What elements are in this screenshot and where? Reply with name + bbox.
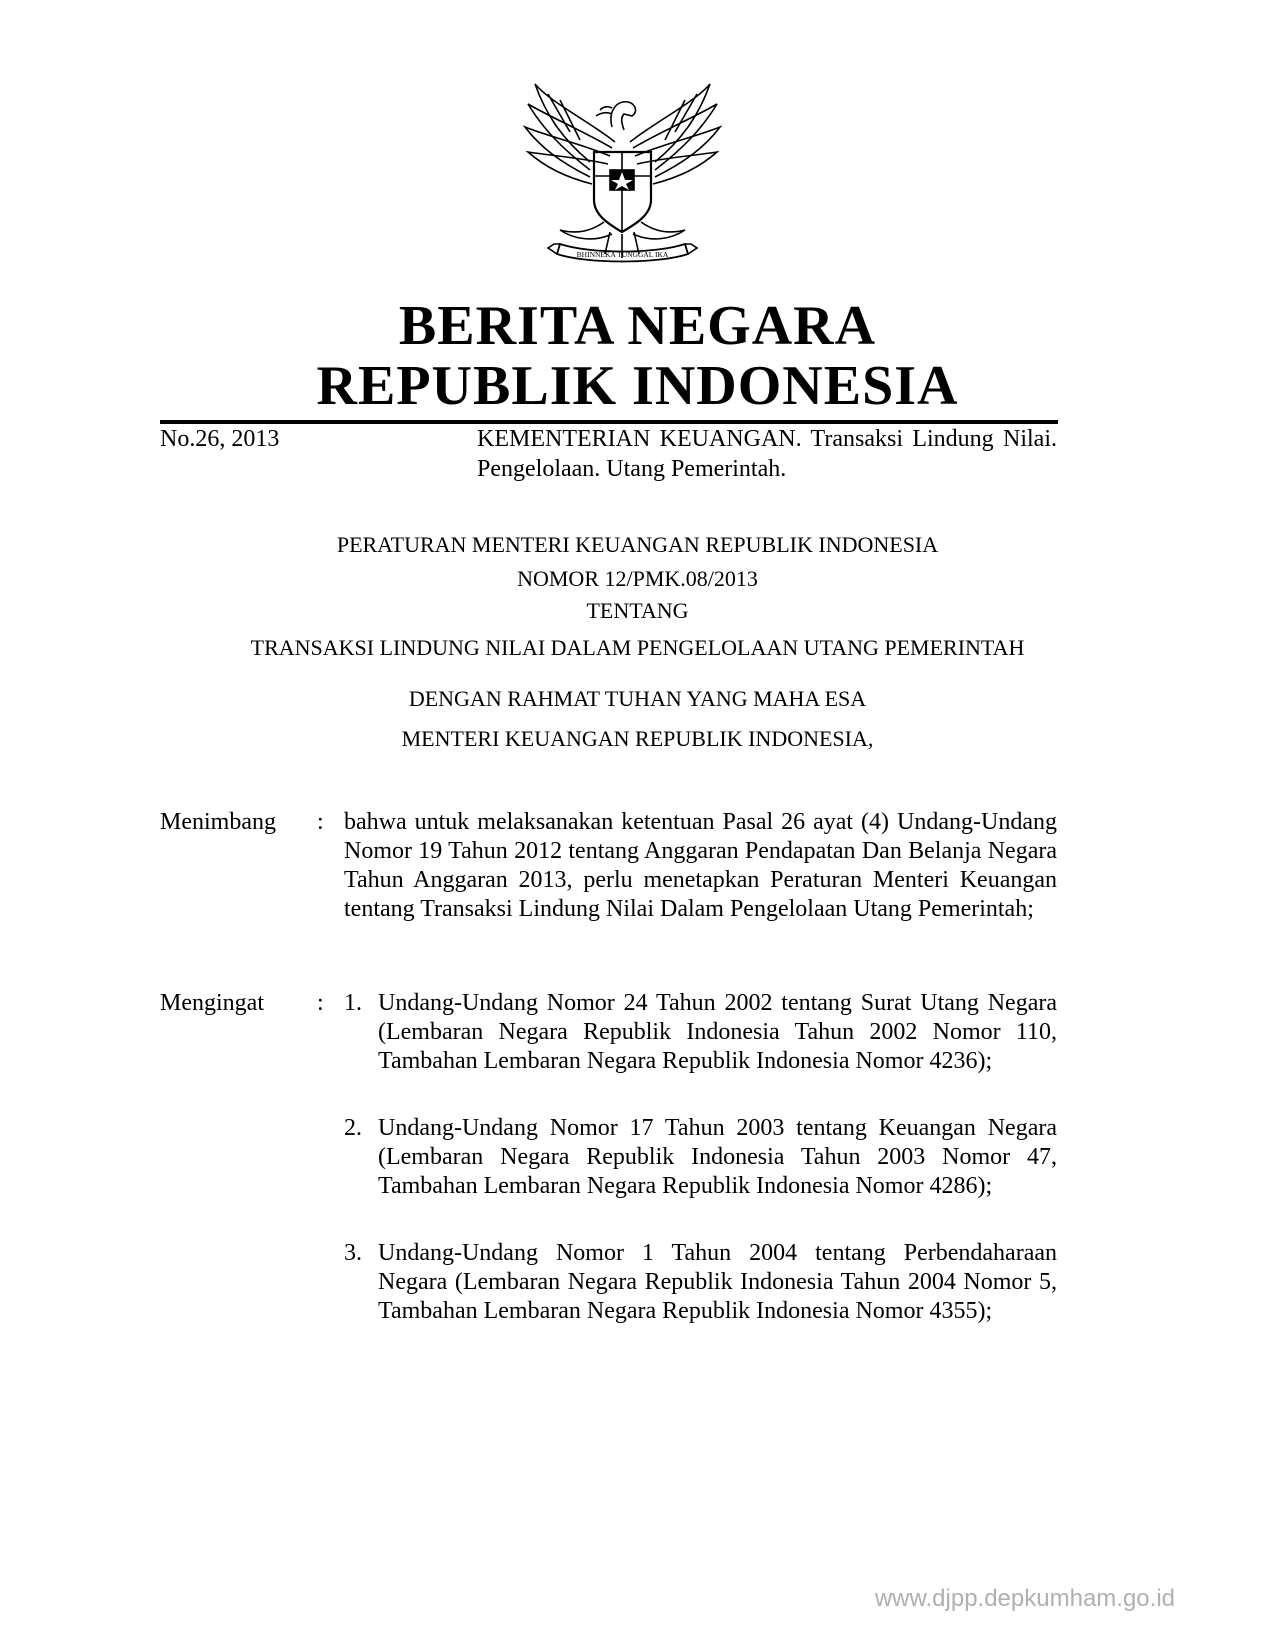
- regulation-number: NOMOR 12/PMK.08/2013: [517, 566, 758, 591]
- issuer: MENTERI KEUANGAN REPUBLIK INDONESIA,: [401, 726, 874, 751]
- footer-watermark: www.djpp.depkumham.go.id: [874, 1585, 1175, 1612]
- menimbang-colon: :: [317, 809, 324, 835]
- menimbang-label: Menimbang: [160, 809, 276, 835]
- list-item: Undang-Undang Nomor 17 Tahun 2003 tentang Keuangan Negara (Lembaran Negara Republik Indonesia Tahun 2003 Nomor 47, Tambahan Lembaran Negara Republik Indonesia Nomor 4286);: [378, 1115, 1057, 1199]
- emblem-motto: BHINNEKA TUNGGAL IKA: [576, 250, 669, 259]
- menimbang-text: bahwa untuk melaksanakan ketentuan Pasal 26 ayat (4) Undang-Undang Nomor 19 Tahun 2012 tentang Anggaran Pendapatan Dan Belanja Negara Tahun Anggaran 2013, perlu menetapkan Peraturan Menteri Keuangan tentang Transaksi Lindung Nilai Dalam Pengelolaan Utang Pemerintah;: [344, 809, 1057, 922]
- list-item-number: 2.: [344, 1115, 362, 1141]
- list-item: Undang-Undang Nomor 1 Tahun 2004 tentang Perbendaharaan Negara (Lembaran Negara Republik Indonesia Tahun 2004 Nomor 5, Tambahan Lembaran Negara Republik Indonesia Nomor 4355);: [378, 1240, 1057, 1324]
- list-item: Undang-Undang Nomor 24 Tahun 2002 tentang Surat Utang Negara (Lembaran Negara Republik Indonesia Tahun 2002 Nomor 110, Tambahan Lembaran Negara Republik Indonesia Nomor 4236);: [378, 990, 1057, 1074]
- gazette-title-line1: BERITA NEGARA: [398, 295, 877, 357]
- regulation-title: PERATURAN MENTERI KEUANGAN REPUBLIK INDONESIA: [336, 532, 939, 557]
- garuda-pancasila-emblem-icon: [520, 82, 725, 274]
- list-item-number: 3.: [344, 1240, 362, 1266]
- invocation: DENGAN RAHMAT TUHAN YANG MAHA ESA: [408, 686, 867, 711]
- mengingat-label: Mengingat: [160, 990, 264, 1016]
- regulation-tentang: TENTANG: [586, 598, 689, 623]
- gazette-title-line2: REPUBLIK INDONESIA: [316, 355, 959, 417]
- gazette-description: KEMENTERIAN KEUANGAN. Transaksi Lindung Nilai. Pengelolaan. Utang Pemerintah.: [477, 426, 1057, 482]
- regulation-subject: TRANSAKSI LINDUNG NILAI DALAM PENGELOLAAN UTANG PEMERINTAH: [250, 635, 1025, 660]
- list-item-number: 1.: [344, 990, 362, 1016]
- gazette-number: No.26, 2013: [160, 426, 280, 452]
- mengingat-colon: :: [317, 990, 324, 1016]
